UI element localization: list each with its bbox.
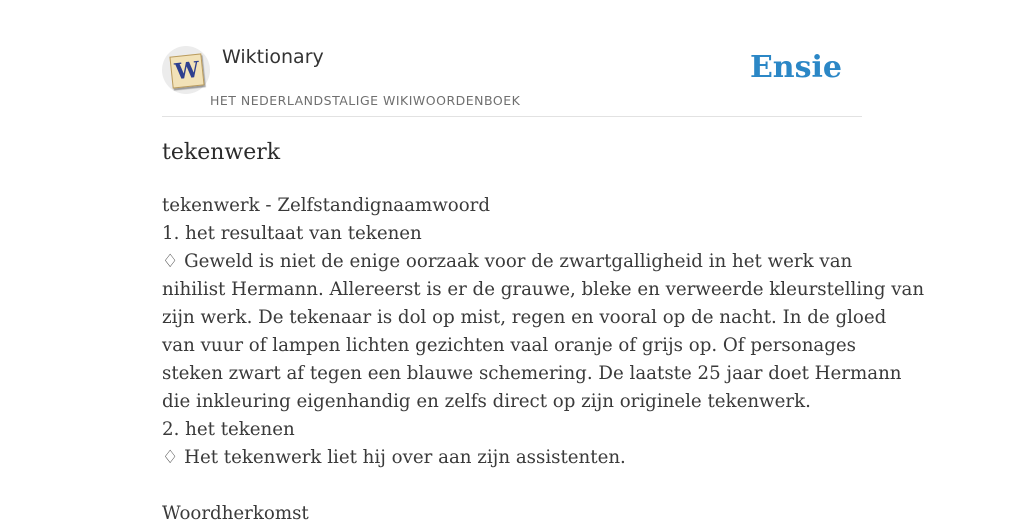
section-gap bbox=[162, 472, 872, 500]
example-1-line-3: zijn werk. De tekenaar is dol op mist, regen en vooral op de nacht. In de gloed bbox=[162, 307, 887, 328]
example-1-line-4: van vuur of lampen lichten gezichten vaal oranje of grijs op. Of personages bbox=[162, 335, 857, 356]
logo-tile-icon: W bbox=[169, 53, 204, 88]
example-2: ♢ Het tekenwerk liet hij over aan zijn assistenten. bbox=[162, 447, 626, 468]
entry-title: tekenwerk bbox=[162, 140, 281, 165]
wiktionary-logo[interactable] bbox=[162, 46, 210, 94]
site-name[interactable]: Wiktionary bbox=[222, 46, 324, 68]
entry-body bbox=[162, 192, 925, 528]
page bbox=[162, 0, 925, 524]
ensie-brand-logo[interactable]: Ensie bbox=[749, 50, 842, 85]
entry-pos-line: tekenwerk - Zelfstandignaamwoord bbox=[162, 195, 491, 216]
site-tagline: HET NEDERLANDSTALIGE WIKIWOORDENBOEK bbox=[210, 93, 521, 108]
example-1-line-6: die inkleuring eigenhandig en zelfs direct op zijn originele tekenwerk. bbox=[162, 391, 811, 412]
definition-2: 2. het tekenen bbox=[162, 419, 295, 440]
example-1-line-5: steken zwart af tegen een blauwe schemering. De laatste 25 jaar doet Hermann bbox=[162, 363, 902, 384]
example-1-line-2: nihilist Hermann. Allereerst is er de grauwe, bleke en verweerde kleurstelling van bbox=[162, 279, 925, 300]
example-1-line-1: ♢ Geweld is niet de enige oorzaak voor de zwartgalligheid in het werk van bbox=[162, 251, 853, 272]
section-heading-woordherkomst: Woordherkomst bbox=[162, 503, 309, 524]
definition-1: 1. het resultaat van tekenen bbox=[162, 223, 422, 244]
site-header bbox=[162, 0, 862, 117]
